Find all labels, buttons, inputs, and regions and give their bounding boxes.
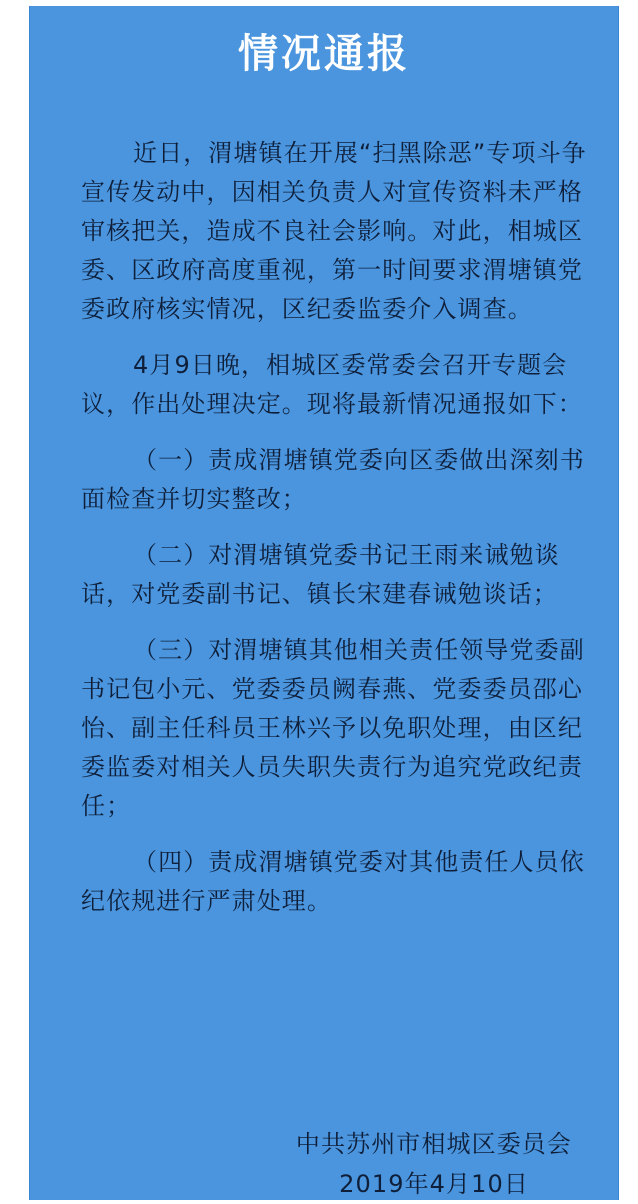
paragraph-item-4: （四）责成渭塘镇党委对其他责任人员依纪依规进行严肃处理。 [81, 848, 585, 915]
paragraph-intro: 近日，渭塘镇在开展“扫黑除恶”专项斗争宣传发动中，因相关负责人对宣传资料未严格审核把关，造成不良社会影响。对此，相城区委、区政府高度重视，第一时间要求渭塘镇党委政府核实情况，区纪委监委介入调查。 [81, 139, 587, 323]
paragraph-item-1: （一）责成渭塘镇党委向区委做出深刻书面检查并切实整改； [81, 446, 585, 513]
paragraph-item-2: （二）对渭塘镇党委书记王雨来诫勉谈话，对党委副书记、镇长宋建春诫勉谈话； [81, 541, 560, 608]
notice-card [29, 6, 619, 1200]
notice-body [81, 134, 601, 938]
paragraph-meeting: 4月9日晚，相城区委常委会召开专题会议，作出处理决定。现将最新情况通报如下： [81, 351, 583, 418]
signature-block [296, 1124, 572, 1204]
notice-title: 情况通报 [238, 31, 410, 77]
issuer-name: 中共苏州市相城区委员会 [295, 1130, 572, 1158]
paragraph-item-3: （三）对渭塘镇其他相关责任领导党委副书记包小元、党委委员阙春燕、党委委员邵心怡、副主任科员王林兴予以免职处理，由区纪委监委对相关人员失职失责行为追究党政纪责任； [81, 636, 585, 820]
issue-date: 2019年4月10日 [339, 1170, 529, 1198]
